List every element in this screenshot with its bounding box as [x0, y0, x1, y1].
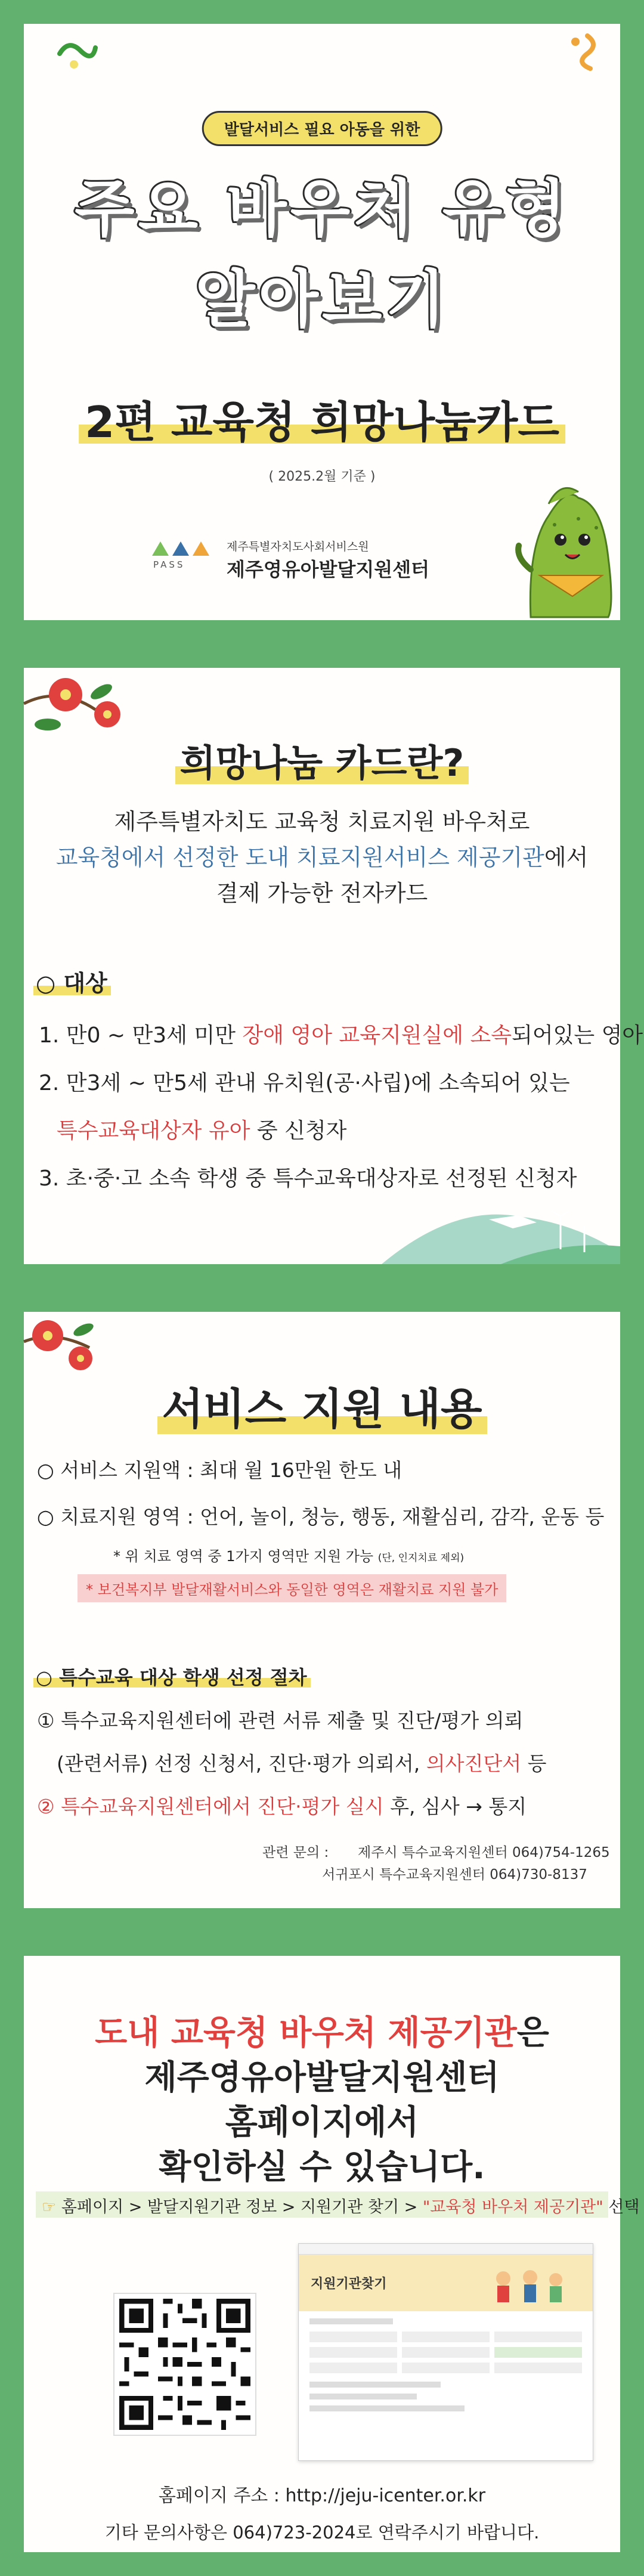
navigation-path-b: 선택: [603, 2198, 640, 2216]
confetti-decoration: [564, 30, 611, 72]
lookup-line1-highlight: 도내 교육청 바우처 제공기관: [95, 2014, 517, 2052]
contact-jeju: 제주시 특수교육지원센터 064)754-1265: [358, 1845, 610, 1860]
areas-note: [113, 1544, 464, 1565]
org-name-line1: 제주특별자치도사회서비스원: [227, 540, 369, 553]
target-item-1-highlight: 장애 영아 교육지원실에 소속: [242, 1023, 512, 1048]
date-note: ( 2025.2월 기준 ): [268, 469, 376, 484]
target-item-1: [39, 1018, 643, 1049]
lookup-line1-rest: 은: [516, 2014, 549, 2052]
org-name-line2: 제주영유아발달지원센터: [227, 558, 430, 581]
audience-pill: 발달서비스 필요 아동을 위한: [202, 111, 442, 146]
intro-line2: [24, 840, 620, 875]
areas-note-text: * 위 치료 영역 중 1가지 영역만 지원 가능: [113, 1548, 374, 1565]
procedure-step-1-docs-highlight: 의사진단서: [426, 1752, 522, 1775]
navigation-path-highlight: "교육청 바우처 제공기관": [422, 2198, 603, 2216]
confetti-decoration: [54, 36, 101, 72]
main-title-line1: 주요 바우처 유형: [75, 172, 569, 245]
target-label-text: ○ 대상: [36, 970, 107, 996]
intro-line2-rest: 에서: [544, 844, 589, 871]
procedure-step-1-docs-a: (관련서류) 선정 신청서, 진단·평가 의뢰서,: [57, 1752, 426, 1775]
episode-subtitle: [85, 388, 559, 450]
camellia-decoration: [24, 1312, 107, 1377]
homepage-address: 홈페이지 주소 : http://jeju-icenter.or.kr: [158, 2485, 486, 2506]
intro-line1: 제주특별자치도 교육청 치료지원 바우처로: [114, 809, 530, 835]
card-service: [24, 1312, 620, 1908]
intro-line3: 결제 가능한 전자카드: [216, 880, 428, 906]
target-item-2-highlight: 특수교육대상자 유아: [57, 1119, 250, 1143]
procedure-label-text: ○ 특수교육 대상 학생 선정 절차: [36, 1666, 307, 1689]
procedure-step-1: ① 특수교육지원센터에 관련 서류 제출 및 진단/평가 의뢰: [37, 1709, 524, 1732]
lookup-line1: [24, 2007, 620, 2054]
procedure-step-2: [37, 1791, 527, 1819]
definition-heading: 희망나눔 카드란?: [179, 741, 465, 785]
procedure-step-2-highlight: 특수교육지원센터에서 진단·평가 실시: [61, 1795, 384, 1818]
target-item-2-b: 중 신청자: [250, 1119, 347, 1143]
mountain-landscape: [382, 1193, 620, 1264]
target-item-2-cont: [57, 1114, 346, 1144]
card-definition: [24, 668, 643, 1264]
lookup-line2: 제주영유아발달지원센터: [144, 2058, 500, 2097]
procedure-step-1-docs: [57, 1748, 546, 1776]
logo-word: PASS: [153, 559, 185, 570]
mascot-illustration: [513, 468, 620, 620]
website-screenshot: [298, 2243, 593, 2461]
definition-heading-wrap: [24, 733, 620, 787]
contact-seogwipo: 서귀포시 특수교육지원센터 064)730-8137: [322, 1867, 587, 1883]
target-item-1-b: 되어있는 영아: [512, 1023, 643, 1048]
lookup-line3: 홈페이지에서: [225, 2103, 419, 2142]
target-item-2: 2. 만3세 ~ 만5세 관내 유치원(공·사립)에 소속되어 있는: [39, 1071, 570, 1095]
screenshot-title: 지원기관찾기: [311, 2277, 387, 2292]
card-provider-lookup: [24, 1956, 640, 2552]
contact-label: 관련 문의 :: [262, 1845, 329, 1860]
target-item-1-a: 1. 만0 ~ 만3세 미만: [39, 1023, 243, 1048]
navigation-path-a: 홈페이지 > 발달지원기관 정보 > 지원기관 찾기 >: [61, 2198, 423, 2216]
pointing-hand-icon: ☞: [42, 2198, 57, 2216]
procedure-label: [36, 1662, 307, 1690]
inquiry-note: 기타 문의사항은 064)723-2024로 연락주시기 바랍니다.: [104, 2522, 540, 2543]
navigation-path: [36, 2191, 640, 2218]
procedure-step-2-b: 후, 심사 → 통지: [383, 1795, 527, 1818]
cover-card: [24, 24, 620, 620]
support-amount: ○ 서비스 지원액 : 최대 월 16만원 한도 내: [37, 1459, 402, 1482]
intro-line2-highlight: 교육청에서 선정한 도내 치료지원서비스 제공기관: [55, 844, 544, 871]
support-areas: ○ 치료지원 영역 : 언어, 놀이, 청능, 행동, 재활심리, 감각, 운동 등: [37, 1505, 605, 1528]
service-heading: 서비스 지원 내용: [162, 1384, 482, 1434]
main-title-line2: 알아보기: [195, 263, 449, 336]
lookup-line4: 확인하실 수 있습니다.: [159, 2148, 485, 2187]
qr-code[interactable]: [113, 2293, 256, 2436]
episode-subtitle-text: 2편 교육청 희망나눔카드: [85, 397, 559, 447]
restriction-note: * 보건복지부 발달재활서비스와 동일한 영역은 재활치료 지원 불가: [78, 1574, 506, 1602]
procedure-step-2-number: ②: [37, 1795, 61, 1818]
target-label: [36, 965, 107, 998]
service-heading-wrap: [24, 1374, 620, 1436]
procedure-step-1-docs-c: 등: [521, 1752, 547, 1775]
areas-note-exception: (단, 인지치료 제외): [377, 1552, 465, 1564]
target-item-3: 3. 초·중·고 소속 학생 중 특수교육대상자로 선정된 신청자: [39, 1166, 577, 1191]
